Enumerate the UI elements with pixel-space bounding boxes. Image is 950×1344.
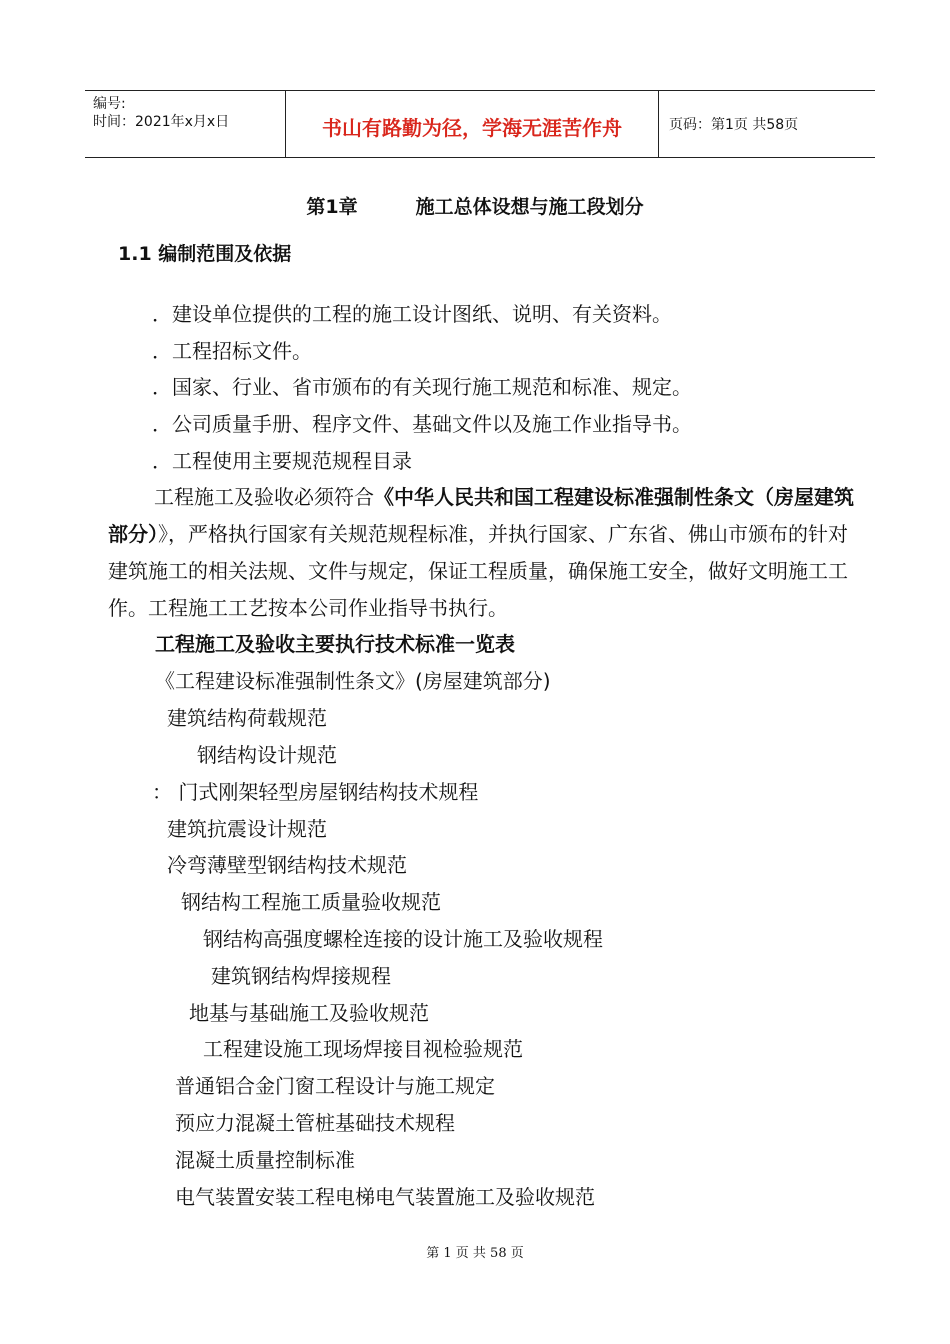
basis-item: ．公司质量手册、程序文件、基础文件以及施工作业指导书。 — [152, 412, 692, 436]
standard-item: 预应力混凝土管桩基础技术规程 — [175, 1111, 455, 1135]
number-label: 编号: — [93, 96, 126, 112]
basis-item: ．国家、行业、省市颁布的有关现行施工规范和标准、规定。 — [152, 375, 692, 399]
standard-item: 地基与基础施工及验收规范 — [189, 1001, 429, 1025]
header-meta — [85, 91, 285, 157]
standard-item: 钢结构高强度螺栓连接的设计施工及验收规程 — [203, 927, 603, 951]
standards-heading: 工程施工及验收主要执行技术标准一览表 — [155, 632, 515, 656]
chapter-title: 施工总体设想与施工段划分 — [415, 196, 644, 218]
standard-item: 建筑钢结构焊接规程 — [211, 964, 391, 988]
standard-item: 钢结构设计规范 — [197, 743, 337, 767]
section-heading: 1.1 编制范围及依据 — [118, 243, 292, 265]
page-footer: 第 1 页 共 58 页 — [426, 1246, 524, 1261]
header-page-label: 页码：第1页 共58页 — [669, 117, 799, 133]
standard-item: 普通铝合金门窗工程设计与施工规定 — [175, 1074, 495, 1098]
standard-item: 钢结构工程施工质量验收规范 — [181, 890, 441, 914]
basis-item: ．建设单位提供的工程的施工设计图纸、说明、有关资料。 — [152, 302, 672, 326]
time-label: 时间：2021年x月x日 — [93, 114, 230, 130]
document-header — [85, 90, 875, 158]
compliance-paragraph — [108, 479, 858, 627]
standard-item: 《工程建设标准强制性条文》(房屋建筑部分) — [155, 669, 551, 693]
standard-item: 电气装置安装工程电梯电气装置施工及验收规范 — [175, 1185, 595, 1209]
chapter-number: 第1章 — [306, 196, 358, 218]
standard-item: 混凝土质量控制标准 — [175, 1148, 355, 1172]
standard-item: 冷弯薄壁型钢结构技术规范 — [167, 853, 407, 877]
basis-item: ．工程招标文件。 — [152, 339, 312, 363]
standard-item: ： 门式刚架轻型房屋钢结构技术规程 — [152, 780, 479, 804]
header-motto: 书山有路勤为径，学海无涯苦作舟 — [285, 91, 659, 157]
paragraph-bold-title: 《中华人民共和国工程建设标准强制性条文（房屋建筑部分） — [108, 485, 854, 546]
chapter-heading — [0, 192, 950, 219]
standard-item: 工程建设施工现场焊接目视检验规范 — [203, 1037, 523, 1061]
standard-item: 建筑结构荷载规范 — [167, 706, 327, 730]
basis-item: ．工程使用主要规范规程目录 — [152, 449, 412, 473]
paragraph-prefix: 工程施工及验收必须符合 — [154, 485, 374, 509]
standard-item: 建筑抗震设计规范 — [167, 817, 327, 841]
paragraph-rest: 》，严格执行国家有关规范规程标准，并执行国家、广东省、佛山市颁布的针对建筑施工的相关法规、文件与规定，保证工程质量，确保施工安全，做好文明施工工作。工程施工工艺按本公司作业指导书执行。 — [108, 522, 848, 620]
